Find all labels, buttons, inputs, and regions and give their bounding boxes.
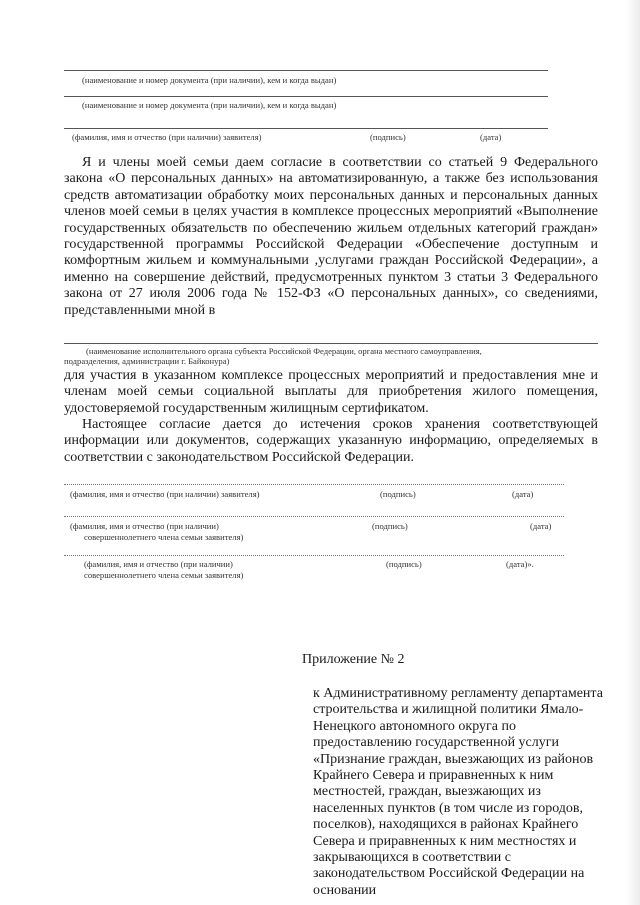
doc2-caption: (наименование и номер документа (при наличии), кем и когда выдан) bbox=[82, 100, 337, 110]
purpose-paragraph: для участия в указанном комплексе процессных мероприятий и предоставления мне и членам моей семьи социальной выплаты для приобретения жилого помещения, удостоверяемой государственным жилищным сертификатом. bbox=[64, 368, 598, 416]
scan-edge-shadow bbox=[626, 0, 640, 905]
organ-line bbox=[64, 343, 598, 344]
signature-2-sign: (подпись) bbox=[372, 521, 408, 531]
signature-1-sign: (подпись) bbox=[380, 489, 416, 499]
validity-paragraph: Настоящее согласие дается до истечения сроков хранения соответствующей информации или документов, содержащих указанную информацию, определяемых в соответствии с законодательством Российской Федерации. bbox=[64, 417, 598, 465]
appendix-title: Приложение № 2 bbox=[302, 652, 405, 667]
signature-2-date: (дата) bbox=[530, 521, 552, 531]
organ-caption-1: (наименование исполнительного органа субъекта Российской Федерации, органа местного самоуправления, bbox=[86, 346, 482, 356]
signature-3-date: (дата)». bbox=[506, 559, 534, 569]
signature-2-name: (фамилия, имя и отчество (при наличии) bbox=[70, 521, 219, 531]
doc1-line bbox=[64, 70, 548, 71]
appendix-body: к Административному регламенту департамента строительства и жилищной политики Ямало-Ненецкого автономного округа по предоставлению государственной услуги «Признание граждан, выезжающих из районов Крайнего Севера и приравненных к ним местностей, граждан, выезжающих из населенных пунктов (в том числе из городов, поселков), находящихся в районах Крайнего Севера и приравненных к ним местностях и закрывающихся в соответствии с законодательством Российской Федерации на основании bbox=[313, 686, 603, 898]
applicant-signature-caption: (подпись) bbox=[370, 132, 406, 142]
doc1-caption: (наименование и номер документа (при наличии), кем и когда выдан) bbox=[82, 75, 337, 85]
signature-1-date: (дата) bbox=[512, 489, 534, 499]
consent-paragraph: Я и члены моей семьи даем согласие в соответствии со статьей 9 Федерального закона «О персональных данных» на автоматизированную, а также без использования средств автоматизации обработку моих персональных данных и персональных данных членов моей семьи в целях участия в комплексе процессных мероприятий «Выполнение государственных обязательств по обеспечению жильем отдельных категорий граждан» государственной программы Российской Федерации «Обеспечение доступным и комфортным жильем и коммунальными ,услугами граждан Российской Федерации», а именно на совершение действий, предусмотренных пунктом 3 статьи 3 Федерального закона от 27 июля 2006 года № 152-ФЗ «О персональных данных», со сведениями, представленными мной в bbox=[64, 155, 598, 318]
applicant-name-caption: (фамилия, имя и отчество (при наличии) заявителя) bbox=[72, 132, 262, 142]
signature-line-1 bbox=[64, 484, 564, 485]
doc2-line bbox=[64, 96, 548, 97]
signature-1-name: (фамилия, имя и отчество (при наличии) заявителя) bbox=[70, 489, 260, 499]
signature-3-sign: (подпись) bbox=[386, 559, 422, 569]
signature-line-2 bbox=[64, 516, 564, 517]
signature-3-name: (фамилия, имя и отчество (при наличии) bbox=[84, 559, 233, 569]
applicant-line bbox=[64, 128, 548, 129]
organ-caption-2: подразделения, администрации г. Байконура) bbox=[64, 356, 230, 366]
signature-line-3 bbox=[64, 555, 564, 556]
applicant-date-caption: (дата) bbox=[480, 132, 502, 142]
signature-2-name-cont: совершеннолетнего члена семьи заявителя) bbox=[84, 532, 244, 542]
signature-3-name-cont: совершеннолетнего члена семьи заявителя) bbox=[84, 570, 244, 580]
